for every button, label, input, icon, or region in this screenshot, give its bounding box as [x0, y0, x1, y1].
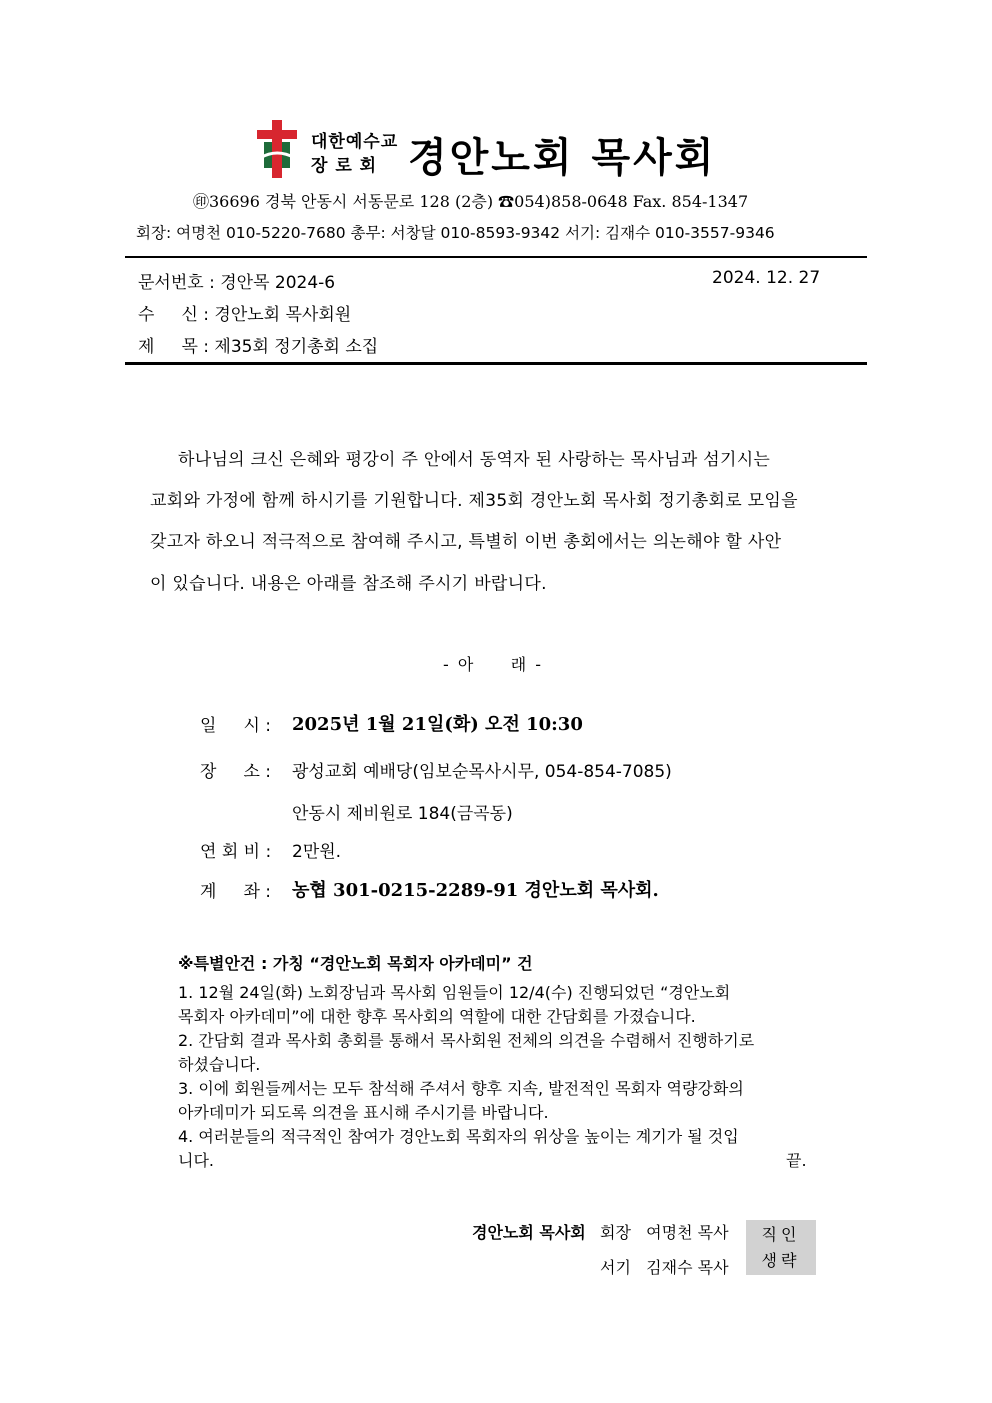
signature-org: 경안노회 목사회 [472, 1223, 586, 1242]
church-cross-logo-icon [255, 118, 301, 180]
account-label: 계 좌 : [200, 882, 271, 902]
denomination-line-1: 대한예수교 [311, 132, 399, 152]
body-line-1: 하나님의 크신 은혜와 평강이 주 안에서 동역자 된 사랑하는 목사님과 섬기시는 [178, 450, 771, 470]
end-mark: 끝. [786, 1151, 807, 1170]
agenda-line-3: 2. 간담회 결과 목사회 총회를 통해서 목사회원 전체의 의견을 수렴해서 진행하기로 [178, 1031, 755, 1050]
address-line: ㊞36696 경북 안동시 서동문로 128 (2층) ☎054)858-0648 Fax. 854-1347 [193, 192, 749, 211]
agenda-line-8: 니다. [178, 1151, 214, 1170]
place-address: 안동시 제비원로 184(금곡동) [292, 804, 513, 824]
place-label: 장 소 : [200, 762, 271, 782]
agenda-line-1: 1. 12월 24일(화) 노회장님과 목사회 임원들이 12/4(수) 진행되었던 “경안노회 [178, 983, 731, 1002]
notice-heading: - 아 래 - [443, 655, 544, 674]
place-value: 광성교회 예배당(임보순목사시무, 054-854-7085) [292, 762, 672, 782]
agenda-line-2: 목회자 아카데미”에 대한 향후 목사회의 역할에 대한 간담회를 가졌습니다. [178, 1007, 696, 1026]
page-title: 경안노회 목사회 [408, 135, 717, 181]
document-number: 문서번호 : 경안목 2024-6 [138, 273, 336, 293]
officers-line: 회장: 여명천 010-5220-7680 총무: 서창달 010-8593-9342 서기: 김재수 010-3557-9346 [136, 224, 775, 242]
document-date: 2024. 12. 27 [712, 268, 821, 288]
recipient: 수 신 : 경안노회 목사회원 [138, 305, 352, 325]
agenda-heading: ※특별안건 : 가칭 “경안노회 목회자 아카데미” 건 [178, 954, 533, 973]
agenda-line-6: 아카데미가 되도록 의견을 표시해 주시기를 바랍니다. [178, 1103, 549, 1122]
stamp-line-1: 직인 [761, 1225, 801, 1244]
subject: 제 목 : 제35회 정기총회 소집 [138, 337, 379, 357]
fee-value: 2만원. [292, 842, 342, 862]
datetime-label: 일 시 : [200, 716, 271, 736]
header-rule-bottom [125, 362, 867, 365]
seal-omitted-box [746, 1220, 816, 1275]
denomination-line-2: 장 로 회 [311, 156, 378, 176]
body-line-3: 갖고자 하오니 적극적으로 참여해 주시고, 특별히 이번 총회에서는 의논해야 할 사안 [150, 532, 782, 552]
header-rule-top [125, 256, 867, 258]
datetime-value: 2025년 1월 21일(화) 오전 10:30 [292, 714, 583, 735]
signature-president: 회장 여명천 목사 [600, 1223, 729, 1242]
fee-label: 연 회 비 : [200, 842, 272, 862]
stamp-line-2: 생략 [761, 1251, 801, 1270]
agenda-line-7: 4. 여러분들의 적극적인 참여가 경안노회 목회자의 위상을 높이는 계기가 될 것입 [178, 1127, 739, 1146]
body-line-2: 교회와 가정에 함께 하시기를 기원합니다. 제35회 경안노회 목사회 정기총회로 모임을 [150, 491, 798, 511]
body-line-4: 이 있습니다. 내용은 아래를 참조해 주시기 바랍니다. [150, 574, 547, 594]
agenda-line-5: 3. 이에 회원들께서는 모두 참석해 주셔서 향후 지속, 발전적인 목회자 역량강화의 [178, 1079, 744, 1098]
signature-secretary: 서기 김재수 목사 [600, 1258, 729, 1277]
account-value: 농협 301-0215-2289-91 경안노회 목사회. [292, 880, 659, 901]
agenda-line-4: 하셨습니다. [178, 1055, 261, 1074]
